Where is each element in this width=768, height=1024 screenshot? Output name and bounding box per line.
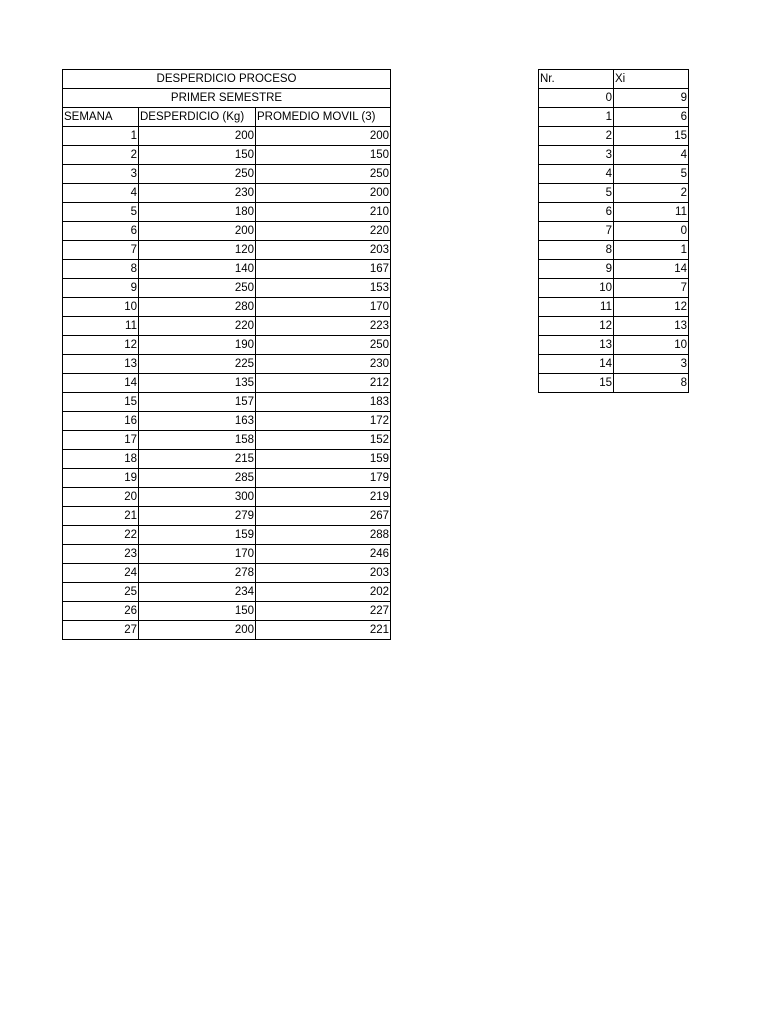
cell-xi: 3 bbox=[614, 355, 689, 374]
cell-promedio-movil: 210 bbox=[256, 203, 391, 222]
cell-semana: 4 bbox=[63, 184, 139, 203]
cell-nr: 14 bbox=[539, 355, 614, 374]
cell-nr: 2 bbox=[539, 127, 614, 146]
table-header-row bbox=[539, 70, 689, 89]
cell-promedio-movil: 152 bbox=[256, 431, 391, 450]
cell-semana: 14 bbox=[63, 374, 139, 393]
cell-promedio-movil: 221 bbox=[256, 621, 391, 640]
cell-desperdicio: 278 bbox=[139, 564, 256, 583]
table-row bbox=[539, 374, 689, 393]
table-row bbox=[539, 165, 689, 184]
table-row bbox=[63, 203, 391, 222]
cell-nr: 12 bbox=[539, 317, 614, 336]
table-row bbox=[63, 184, 391, 203]
cell-desperdicio: 230 bbox=[139, 184, 256, 203]
cell-xi: 12 bbox=[614, 298, 689, 317]
table-row bbox=[63, 127, 391, 146]
waste-table bbox=[62, 69, 391, 640]
table-row bbox=[63, 298, 391, 317]
cell-desperdicio: 180 bbox=[139, 203, 256, 222]
cell-semana: 15 bbox=[63, 393, 139, 412]
table-row bbox=[63, 355, 391, 374]
xi-table-body bbox=[539, 70, 689, 393]
column-header-promedio-movil: PROMEDIO MOVIL (3) bbox=[256, 108, 391, 127]
cell-xi: 14 bbox=[614, 260, 689, 279]
table-title-row bbox=[63, 70, 391, 89]
table-row bbox=[539, 260, 689, 279]
table-row bbox=[63, 545, 391, 564]
table-subtitle: PRIMER SEMESTRE bbox=[63, 89, 391, 108]
cell-nr: 4 bbox=[539, 165, 614, 184]
cell-semana: 17 bbox=[63, 431, 139, 450]
cell-semana: 21 bbox=[63, 507, 139, 526]
cell-desperdicio: 170 bbox=[139, 545, 256, 564]
cell-xi: 15 bbox=[614, 127, 689, 146]
table-row bbox=[539, 146, 689, 165]
table-row bbox=[63, 583, 391, 602]
cell-desperdicio: 159 bbox=[139, 526, 256, 545]
cell-promedio-movil: 202 bbox=[256, 583, 391, 602]
cell-nr: 15 bbox=[539, 374, 614, 393]
cell-promedio-movil: 227 bbox=[256, 602, 391, 621]
table-row bbox=[63, 507, 391, 526]
table-row bbox=[63, 412, 391, 431]
waste-table-body bbox=[63, 70, 391, 640]
cell-promedio-movil: 288 bbox=[256, 526, 391, 545]
cell-nr: 3 bbox=[539, 146, 614, 165]
table-row bbox=[63, 241, 391, 260]
table-row bbox=[539, 184, 689, 203]
cell-desperdicio: 140 bbox=[139, 260, 256, 279]
cell-semana: 24 bbox=[63, 564, 139, 583]
cell-xi: 8 bbox=[614, 374, 689, 393]
cell-desperdicio: 150 bbox=[139, 146, 256, 165]
table-row bbox=[539, 241, 689, 260]
cell-promedio-movil: 246 bbox=[256, 545, 391, 564]
table-row bbox=[63, 336, 391, 355]
column-header-xi: Xi bbox=[614, 70, 689, 89]
cell-semana: 12 bbox=[63, 336, 139, 355]
table-row bbox=[63, 621, 391, 640]
cell-promedio-movil: 203 bbox=[256, 241, 391, 260]
cell-xi: 7 bbox=[614, 279, 689, 298]
cell-desperdicio: 250 bbox=[139, 165, 256, 184]
table-row bbox=[539, 127, 689, 146]
cell-desperdicio: 120 bbox=[139, 241, 256, 260]
cell-promedio-movil: 267 bbox=[256, 507, 391, 526]
cell-promedio-movil: 200 bbox=[256, 184, 391, 203]
cell-promedio-movil: 250 bbox=[256, 165, 391, 184]
table-row bbox=[539, 108, 689, 127]
cell-nr: 8 bbox=[539, 241, 614, 260]
cell-semana: 13 bbox=[63, 355, 139, 374]
cell-semana: 10 bbox=[63, 298, 139, 317]
table-row bbox=[63, 146, 391, 165]
cell-desperdicio: 135 bbox=[139, 374, 256, 393]
table-row bbox=[539, 355, 689, 374]
column-header-nr: Nr. bbox=[539, 70, 614, 89]
cell-semana: 23 bbox=[63, 545, 139, 564]
cell-xi: 2 bbox=[614, 184, 689, 203]
cell-xi: 13 bbox=[614, 317, 689, 336]
cell-promedio-movil: 170 bbox=[256, 298, 391, 317]
table-row bbox=[63, 526, 391, 545]
cell-desperdicio: 200 bbox=[139, 222, 256, 241]
cell-semana: 6 bbox=[63, 222, 139, 241]
cell-desperdicio: 285 bbox=[139, 469, 256, 488]
cell-desperdicio: 200 bbox=[139, 127, 256, 146]
cell-desperdicio: 250 bbox=[139, 279, 256, 298]
cell-promedio-movil: 220 bbox=[256, 222, 391, 241]
cell-desperdicio: 158 bbox=[139, 431, 256, 450]
column-header-desperdicio: DESPERDICIO (Kg) bbox=[139, 108, 256, 127]
table-row bbox=[539, 336, 689, 355]
cell-nr: 6 bbox=[539, 203, 614, 222]
xi-table bbox=[538, 69, 689, 393]
cell-semana: 7 bbox=[63, 241, 139, 260]
cell-promedio-movil: 183 bbox=[256, 393, 391, 412]
table-row bbox=[63, 450, 391, 469]
table-row bbox=[63, 469, 391, 488]
cell-semana: 27 bbox=[63, 621, 139, 640]
table-row bbox=[63, 564, 391, 583]
cell-desperdicio: 220 bbox=[139, 317, 256, 336]
cell-xi: 9 bbox=[614, 89, 689, 108]
table-subtitle-row bbox=[63, 89, 391, 108]
cell-semana: 2 bbox=[63, 146, 139, 165]
cell-semana: 8 bbox=[63, 260, 139, 279]
cell-semana: 18 bbox=[63, 450, 139, 469]
cell-xi: 0 bbox=[614, 222, 689, 241]
cell-semana: 22 bbox=[63, 526, 139, 545]
cell-semana: 9 bbox=[63, 279, 139, 298]
table-row bbox=[539, 317, 689, 336]
cell-nr: 13 bbox=[539, 336, 614, 355]
cell-xi: 1 bbox=[614, 241, 689, 260]
cell-promedio-movil: 159 bbox=[256, 450, 391, 469]
column-header-semana: SEMANA bbox=[63, 108, 139, 127]
cell-desperdicio: 234 bbox=[139, 583, 256, 602]
cell-semana: 25 bbox=[63, 583, 139, 602]
cell-desperdicio: 200 bbox=[139, 621, 256, 640]
cell-promedio-movil: 172 bbox=[256, 412, 391, 431]
cell-desperdicio: 215 bbox=[139, 450, 256, 469]
cell-nr: 5 bbox=[539, 184, 614, 203]
cell-nr: 9 bbox=[539, 260, 614, 279]
cell-semana: 26 bbox=[63, 602, 139, 621]
cell-desperdicio: 279 bbox=[139, 507, 256, 526]
cell-promedio-movil: 150 bbox=[256, 146, 391, 165]
cell-nr: 1 bbox=[539, 108, 614, 127]
table-row bbox=[539, 89, 689, 108]
cell-desperdicio: 190 bbox=[139, 336, 256, 355]
table-row bbox=[63, 222, 391, 241]
table-row bbox=[63, 165, 391, 184]
table-row bbox=[539, 222, 689, 241]
cell-xi: 6 bbox=[614, 108, 689, 127]
cell-semana: 19 bbox=[63, 469, 139, 488]
cell-xi: 5 bbox=[614, 165, 689, 184]
table-row bbox=[63, 393, 391, 412]
cell-nr: 11 bbox=[539, 298, 614, 317]
cell-nr: 10 bbox=[539, 279, 614, 298]
cell-semana: 3 bbox=[63, 165, 139, 184]
table-row bbox=[63, 317, 391, 336]
table-row bbox=[539, 298, 689, 317]
table-row bbox=[539, 203, 689, 222]
cell-desperdicio: 163 bbox=[139, 412, 256, 431]
cell-promedio-movil: 153 bbox=[256, 279, 391, 298]
cell-promedio-movil: 230 bbox=[256, 355, 391, 374]
cell-desperdicio: 300 bbox=[139, 488, 256, 507]
cell-promedio-movil: 219 bbox=[256, 488, 391, 507]
cell-xi: 4 bbox=[614, 146, 689, 165]
table-row bbox=[63, 279, 391, 298]
cell-desperdicio: 280 bbox=[139, 298, 256, 317]
cell-promedio-movil: 203 bbox=[256, 564, 391, 583]
cell-semana: 1 bbox=[63, 127, 139, 146]
table-row bbox=[63, 488, 391, 507]
cell-desperdicio: 225 bbox=[139, 355, 256, 374]
table-row bbox=[539, 279, 689, 298]
table-header-row bbox=[63, 108, 391, 127]
cell-xi: 11 bbox=[614, 203, 689, 222]
cell-promedio-movil: 167 bbox=[256, 260, 391, 279]
cell-promedio-movil: 200 bbox=[256, 127, 391, 146]
cell-promedio-movil: 179 bbox=[256, 469, 391, 488]
table-row bbox=[63, 602, 391, 621]
cell-nr: 7 bbox=[539, 222, 614, 241]
table-row bbox=[63, 260, 391, 279]
cell-semana: 20 bbox=[63, 488, 139, 507]
cell-semana: 11 bbox=[63, 317, 139, 336]
cell-promedio-movil: 212 bbox=[256, 374, 391, 393]
table-title: DESPERDICIO PROCESO bbox=[63, 70, 391, 89]
cell-promedio-movil: 223 bbox=[256, 317, 391, 336]
table-row bbox=[63, 374, 391, 393]
cell-xi: 10 bbox=[614, 336, 689, 355]
cell-semana: 5 bbox=[63, 203, 139, 222]
table-row bbox=[63, 431, 391, 450]
cell-semana: 16 bbox=[63, 412, 139, 431]
cell-desperdicio: 150 bbox=[139, 602, 256, 621]
cell-promedio-movil: 250 bbox=[256, 336, 391, 355]
cell-desperdicio: 157 bbox=[139, 393, 256, 412]
cell-nr: 0 bbox=[539, 89, 614, 108]
